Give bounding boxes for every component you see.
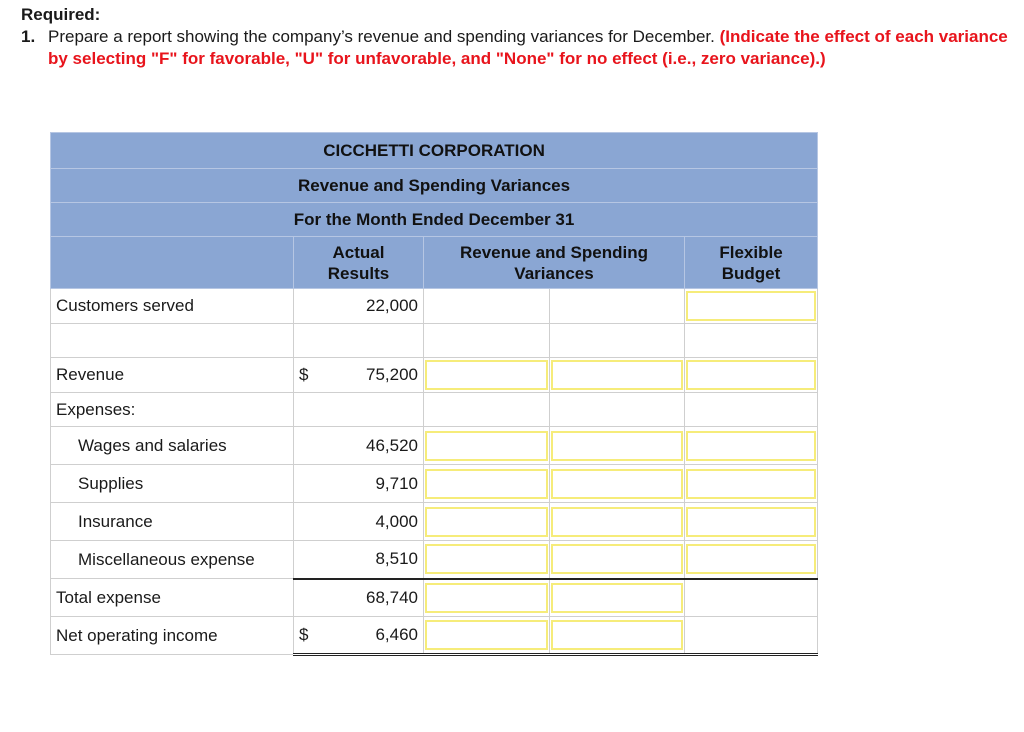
actual-value: 22,000: [294, 289, 424, 324]
flexible-misc-input[interactable]: [686, 544, 816, 574]
row-label: Insurance: [51, 503, 294, 541]
revenue-fu-select[interactable]: [551, 360, 683, 390]
misc-fu-select[interactable]: [551, 544, 683, 574]
flexible-header-line1: Flexible: [719, 242, 783, 262]
header-period-row: [51, 203, 818, 237]
table-row: [51, 358, 818, 393]
header-company-row: [51, 133, 818, 169]
wages-fu-select[interactable]: [551, 431, 683, 461]
dollar-sign: $: [294, 358, 329, 393]
actual-header-line2: Results: [327, 263, 390, 283]
total-fu-select[interactable]: [551, 583, 683, 613]
report-period: For the Month Ended December 31: [51, 203, 818, 237]
row-label: Net operating income: [51, 617, 294, 655]
table-row: [51, 289, 818, 324]
instructions: [21, 4, 1011, 70]
instruction-emphasis: (Indicate the effect of each variance by selecting "F" for favorable, "U" for unfavorable, and "None" for no effect (i.e., zero variance).): [48, 27, 1008, 68]
table-row: [51, 465, 818, 503]
actual-results-header: [294, 237, 424, 289]
actual-value: 6,460: [329, 617, 424, 655]
flexible-wages-input[interactable]: [686, 431, 816, 461]
header-title-row: [51, 169, 818, 203]
row-label: Supplies: [51, 465, 294, 503]
actual-value: 8,510: [294, 541, 424, 579]
column-header-row: [51, 237, 818, 289]
misc-variance-input[interactable]: [425, 544, 548, 574]
report-title: Revenue and Spending Variances: [51, 169, 818, 203]
wages-variance-input[interactable]: [425, 431, 548, 461]
flexible-supplies-input[interactable]: [686, 469, 816, 499]
row-label: Total expense: [51, 579, 294, 617]
flexible-revenue-input[interactable]: [686, 360, 816, 390]
item-number: 1.: [21, 27, 36, 46]
revenue-variance-input[interactable]: [425, 360, 548, 390]
insurance-fu-select[interactable]: [551, 507, 683, 537]
blank-header: [51, 237, 294, 289]
insurance-variance-input[interactable]: [425, 507, 548, 537]
company-name: CICCHETTI CORPORATION: [51, 133, 818, 169]
flexible-noi-cell: [685, 617, 818, 655]
dollar-sign: $: [294, 617, 329, 655]
supplies-fu-select[interactable]: [551, 469, 683, 499]
instruction-item: [21, 26, 1011, 70]
actual-value: 68,740: [294, 579, 424, 617]
flexible-header-line2: Budget: [721, 263, 781, 283]
flexible-total-cell: [685, 579, 818, 617]
instruction-text: Prepare a report showing the company’s revenue and spending variances for December.: [48, 27, 715, 46]
variances-header-line1: Revenue and Spending: [460, 242, 648, 262]
actual-value: 9,710: [294, 465, 424, 503]
row-label: Revenue: [51, 358, 294, 393]
actual-value: 75,200: [329, 358, 424, 393]
table-row: [51, 503, 818, 541]
row-label: Miscellaneous expense: [51, 541, 294, 579]
noi-variance-input[interactable]: [425, 620, 548, 650]
table-row: [51, 541, 818, 579]
row-label: Expenses:: [51, 393, 294, 427]
required-heading: Required:: [21, 5, 101, 24]
variances-header-line2: Variances: [514, 263, 594, 283]
supplies-variance-input[interactable]: [425, 469, 548, 499]
variance-report-table: [50, 132, 818, 656]
actual-header-line1: Actual: [332, 242, 385, 262]
actual-value: 46,520: [294, 427, 424, 465]
flexible-insurance-input[interactable]: [686, 507, 816, 537]
table-row: [51, 393, 818, 427]
table-row: [51, 427, 818, 465]
variances-header: [424, 237, 685, 289]
row-label: Customers served: [51, 289, 294, 324]
table-row: [51, 617, 818, 655]
table-row: [51, 579, 818, 617]
flexible-customers-input[interactable]: [686, 291, 816, 321]
row-label: Wages and salaries: [51, 427, 294, 465]
noi-fu-select[interactable]: [551, 620, 683, 650]
total-variance-input[interactable]: [425, 583, 548, 613]
actual-value: 4,000: [294, 503, 424, 541]
flexible-budget-header: [685, 237, 818, 289]
table-row: [51, 324, 818, 358]
